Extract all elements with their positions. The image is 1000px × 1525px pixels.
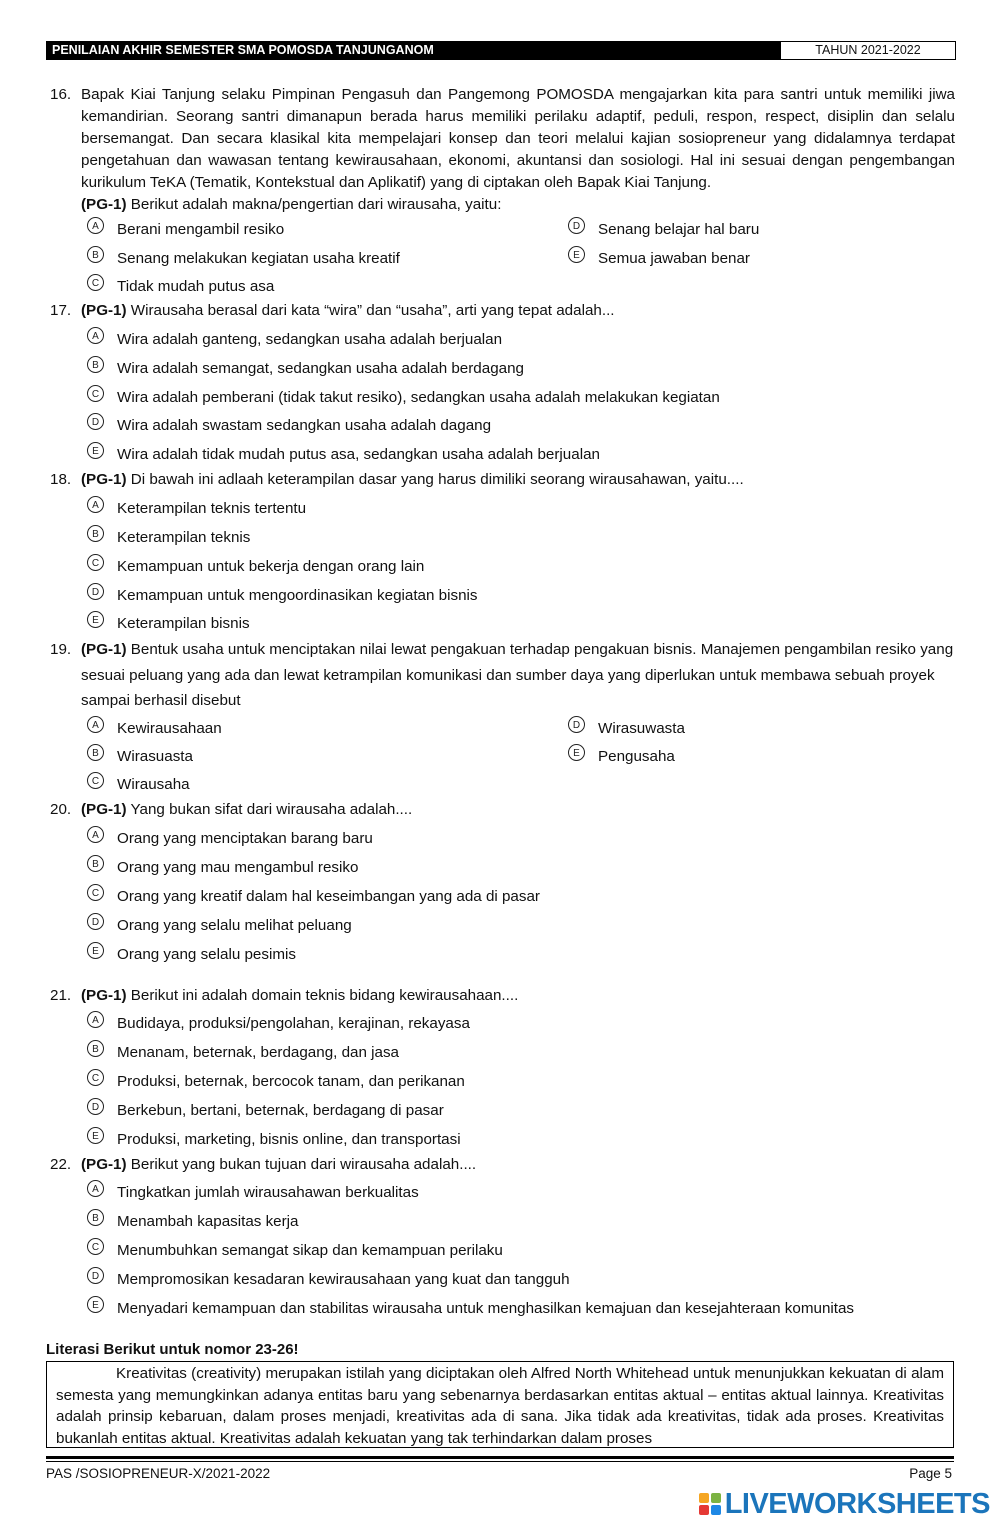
option-text: Semua jawaban benar [598, 250, 750, 267]
option-letter: C [87, 1069, 104, 1086]
question-number: 16. [50, 86, 72, 103]
option-text: Pengusaha [598, 748, 675, 765]
liveworksheets-logo [699, 1488, 990, 1520]
option-text: Keterampilan teknis tertentu [117, 500, 307, 517]
question-text: Berikut yang bukan tujuan dari wirausaha adalah.... [126, 1156, 477, 1173]
question-stem [81, 985, 955, 1007]
question-text: Berikut ini adalah domain teknis bidang kewirausahaan.... [126, 987, 519, 1004]
option-letter: A [87, 217, 104, 234]
option-text: Kewirausahaan [117, 720, 222, 737]
question-20 [50, 799, 955, 821]
option-text: Wirausaha [117, 776, 190, 793]
option-text: Berani mengambil resiko [117, 221, 285, 238]
question-19 [50, 637, 955, 714]
question-stem [81, 194, 955, 216]
option-letter: D [87, 913, 104, 930]
option-text: Kemampuan untuk bekerja dengan orang lain [117, 558, 425, 575]
option-text: Budidaya, produksi/pengolahan, kerajinan, rekayasa [117, 1015, 470, 1032]
option-letter: C [87, 1238, 104, 1255]
question-stem [81, 637, 955, 714]
option-text: Wira adalah swastam sedangkan usaha adalah dagang [117, 417, 492, 434]
option-letter: A [87, 327, 104, 344]
option-text: Tingkatkan jumlah wirausahawan berkualitas [117, 1184, 419, 1201]
option-letter: A [87, 716, 104, 733]
question-number: 21. [50, 987, 72, 1004]
question-stem [81, 469, 955, 491]
option-text: Menyadari kemampuan dan stabilitas wirausaha untuk menghasilkan kemajuan dan kesejahteraan komunitas [117, 1300, 855, 1317]
question-text: Di bawah ini adlaah keterampilan dasar yang harus dimiliki seorang wirausahawan, yaitu.... [126, 471, 744, 488]
option-text: Orang yang mau mengambul resiko [117, 859, 359, 876]
option-letter: C [87, 772, 104, 789]
option-text: Wirasuasta [117, 748, 193, 765]
option-letter: B [87, 744, 104, 761]
question-text: Yang bukan sifat dari wirausaha adalah.... [126, 801, 413, 818]
option-letter: E [87, 611, 104, 628]
question-17 [50, 300, 955, 322]
header-title: PENILAIAN AKHIR SEMESTER SMA POMOSDA TANJUNGANOM [46, 41, 780, 60]
question-tag: (PG-1) [81, 801, 127, 818]
option-letter: C [87, 385, 104, 402]
question-stem [81, 799, 955, 821]
question-16 [50, 84, 955, 216]
question-tag: (PG-1) [81, 987, 127, 1004]
footer-rule-thin [46, 1461, 954, 1462]
question-number: 17. [50, 302, 72, 319]
option-letter: C [87, 554, 104, 571]
question-text: Wirausaha berasal dari kata “wira” dan “usaha”, arti yang tepat adalah... [126, 302, 615, 319]
option-letter: B [87, 246, 104, 263]
option-letter: E [87, 1127, 104, 1144]
option-text: Senang belajar hal baru [598, 221, 760, 238]
option-text: Produksi, marketing, bisnis online, dan transportasi [117, 1131, 461, 1148]
option-text: Orang yang kreatif dalam hal keseimbangan yang ada di pasar [117, 888, 540, 905]
option-text: Orang yang menciptakan barang baru [117, 830, 373, 847]
question-tag: (PG-1) [81, 1156, 127, 1173]
literacy-text: Kreativitas (creativity) merupakan istilah yang diciptakan oleh Alfred North Whitehead untuk menunjukkan kekuatan di alam semesta yang memungkinkan adanya entitas baru yang sebenarnya berdasarkan entitas aktual – entitas aktual lainnya. Kreativitas adalah prinsip kebaruan, dalam proses menjadi, kreativitas ada di sana. Jika tidak ada kreativitas, tidak ada proses. Kreativitas bukanlah entitas aktual. Kreativitas adalah kekuatan yang tak terhindarkan dalam proses [56, 1365, 944, 1447]
question-18 [50, 469, 955, 491]
option-letter: D [568, 217, 585, 234]
option-text: Menumbuhkan semangat sikap dan kemampuan perilaku [117, 1242, 503, 1259]
option-letter: E [568, 246, 585, 263]
option-letter: E [87, 442, 104, 459]
option-text: Produksi, beternak, bercocok tanam, dan perikanan [117, 1073, 465, 1090]
question-tag: (PG-1) [81, 302, 127, 319]
option-text: Wira adalah tidak mudah putus asa, sedangkan usaha adalah berjualan [117, 446, 600, 463]
option-text: Tidak mudah putus asa [117, 278, 275, 295]
footer-code: PAS /SOSIOPRENEUR-X/2021-2022 [46, 1466, 271, 1481]
option-text: Keterampilan teknis [117, 529, 251, 546]
option-text: Kemampuan untuk mengoordinasikan kegiatan bisnis [117, 587, 478, 604]
option-letter: B [87, 1209, 104, 1226]
option-text: Berkebun, bertani, beternak, berdagang di pasar [117, 1102, 444, 1119]
question-22 [50, 1154, 955, 1176]
option-text: Senang melakukan kegiatan usaha kreatif [117, 250, 400, 267]
question-21 [50, 985, 955, 1007]
option-text: Menanam, beternak, berdagang, dan jasa [117, 1044, 400, 1061]
option-letter: E [87, 942, 104, 959]
option-letter: C [87, 884, 104, 901]
option-letter: A [87, 1011, 104, 1028]
question-tag: (PG-1) [81, 196, 127, 213]
logo-icon [699, 1493, 721, 1515]
option-text: Wira adalah pemberani (tidak takut resiko), sedangkan usaha adalah melakukan kegiatan [117, 389, 720, 406]
option-letter: A [87, 496, 104, 513]
question-number: 19. [50, 641, 72, 658]
option-letter: A [87, 1180, 104, 1197]
literacy-title: Literasi Berikut untuk nomor 23-26! [46, 1341, 299, 1358]
question-tag: (PG-1) [81, 471, 127, 488]
question-number: 18. [50, 471, 72, 488]
option-letter: B [87, 356, 104, 373]
option-letter: E [87, 1296, 104, 1313]
option-text: Wira adalah ganteng, sedangkan usaha adalah berjualan [117, 331, 503, 348]
footer-rule [46, 1456, 954, 1459]
option-letter: C [87, 274, 104, 291]
option-letter: D [87, 1098, 104, 1115]
option-text: Menambah kapasitas kerja [117, 1213, 299, 1230]
literacy-box [46, 1361, 954, 1448]
option-letter: D [568, 716, 585, 733]
question-intro: Bapak Kiai Tanjung selaku Pimpinan Pengasuh dan Pangemong POMOSDA mengajarkan kita para santri untuk memiliki jiwa kemandirian. Seorang santri dimanapun berada harus memiliki perilaku adaptif, peduli, respon, respect, disiplin dan selalu bersemangat. Dan secara klasikal kita mempelajari konsep dan teori melalui kajian sosiopreneur yang didalamnya terdapat pengetahuan dan wawasan tentang kewirausahaan, ekonomi, akuntansi dan sosiologi. Hal ini sesuai dengan pengembangan kurikulum TeKA (Tematik, Kontekstual dan Aplikatif) yang di ciptakan oleh Bapak Kiai Tanjung. [81, 86, 955, 191]
option-letter: B [87, 855, 104, 872]
option-text: Keterampilan bisnis [117, 615, 250, 632]
option-text: Mempromosikan kesadaran kewirausahaan yang kuat dan tangguh [117, 1271, 570, 1288]
question-text: Berikut adalah makna/pengertian dari wirausaha, yaitu: [126, 196, 502, 213]
page-header [46, 41, 956, 60]
option-text: Orang yang selalu melihat peluang [117, 917, 352, 934]
option-letter: A [87, 826, 104, 843]
header-year: TAHUN 2021-2022 [780, 41, 956, 60]
option-letter: D [87, 413, 104, 430]
option-text: Wirasuwasta [598, 720, 685, 737]
option-letter: B [87, 525, 104, 542]
question-stem [81, 1154, 955, 1176]
option-letter: B [87, 1040, 104, 1057]
option-letter: E [568, 744, 585, 761]
logo-text: LIVEWORKSHEETS [724, 1487, 990, 1520]
page-number: Page 5 [909, 1466, 952, 1481]
question-tag: (PG-1) [81, 641, 127, 658]
question-text: Bentuk usaha untuk menciptakan nilai lewat pengakuan terhadap pengakuan bisnis. Manajemen pengambilan resiko yang sesuai peluang yang ada dan lewat ketrampilan komunikasi dan sumber daya yang diperlukan untuk membawa sebuah proyek sampai berhasil disebut [81, 641, 954, 709]
option-letter: D [87, 1267, 104, 1284]
option-letter: D [87, 583, 104, 600]
option-text: Orang yang selalu pesimis [117, 946, 296, 963]
question-number: 20. [50, 801, 72, 818]
question-stem [81, 300, 955, 322]
question-number: 22. [50, 1156, 72, 1173]
option-text: Wira adalah semangat, sedangkan usaha adalah berdagang [117, 360, 524, 377]
